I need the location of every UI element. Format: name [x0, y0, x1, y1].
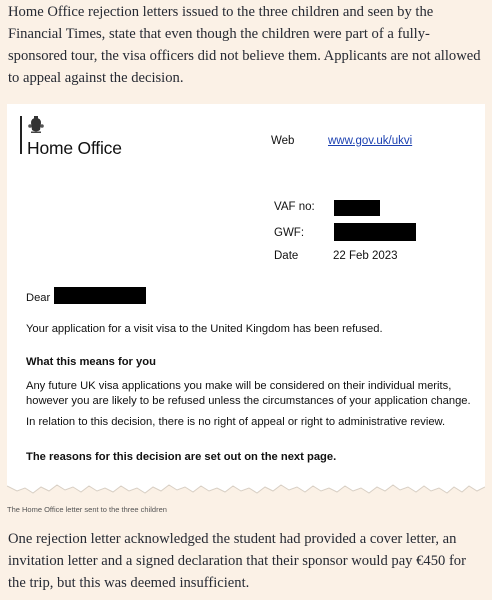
rejection-letter-image	[7, 104, 485, 486]
royal-crest-icon	[28, 116, 44, 134]
article-paragraph-top: Home Office rejection letters issued to the three children and seen by the Financial Times, state that even though the children were part of a fully-sponsored tour, the visa officers did not believe them. Applicants are not allowed to appeal against the decision.	[8, 4, 481, 86]
vaf-label: VAF no:	[274, 201, 315, 213]
section-heading: What this means for you	[26, 356, 156, 368]
gwf-label: GWF:	[274, 227, 305, 239]
no-appeal-text: In relation to this decision, there is no right of appeal or right to administrative review.	[26, 416, 446, 428]
date-label: Date	[274, 250, 299, 262]
article-paragraph-bottom: One rejection letter acknowledged the student had provided a cover letter, an invitation letter and a signed declaration that their sponsor would pay €450 for the trip, but this was deemed insufficient.	[8, 531, 466, 591]
torn-paper-edge	[7, 478, 485, 498]
letterhead-rule	[20, 116, 22, 154]
department-name: Home Office	[27, 138, 122, 158]
reasons-text: The reasons for this decision are set out on the next page.	[26, 451, 337, 463]
web-link[interactable]: www.gov.uk/ukvi	[328, 135, 413, 147]
image-caption: The Home Office letter sent to the three children	[7, 505, 167, 514]
recipient-redaction	[54, 287, 146, 304]
date-value: 22 Feb 2023	[333, 250, 398, 262]
salutation: Dear	[26, 292, 51, 304]
vaf-redaction	[334, 200, 380, 216]
gwf-redaction	[334, 223, 416, 241]
future-applications-text: Any future UK visa applications you make will be considered on their individual merits, however you are likely to be refused unless the circumstances of your application change.	[26, 380, 471, 407]
web-label: Web	[271, 135, 295, 147]
refusal-statement: Your application for a visit visa to the United Kingdom has been refused.	[26, 323, 383, 335]
